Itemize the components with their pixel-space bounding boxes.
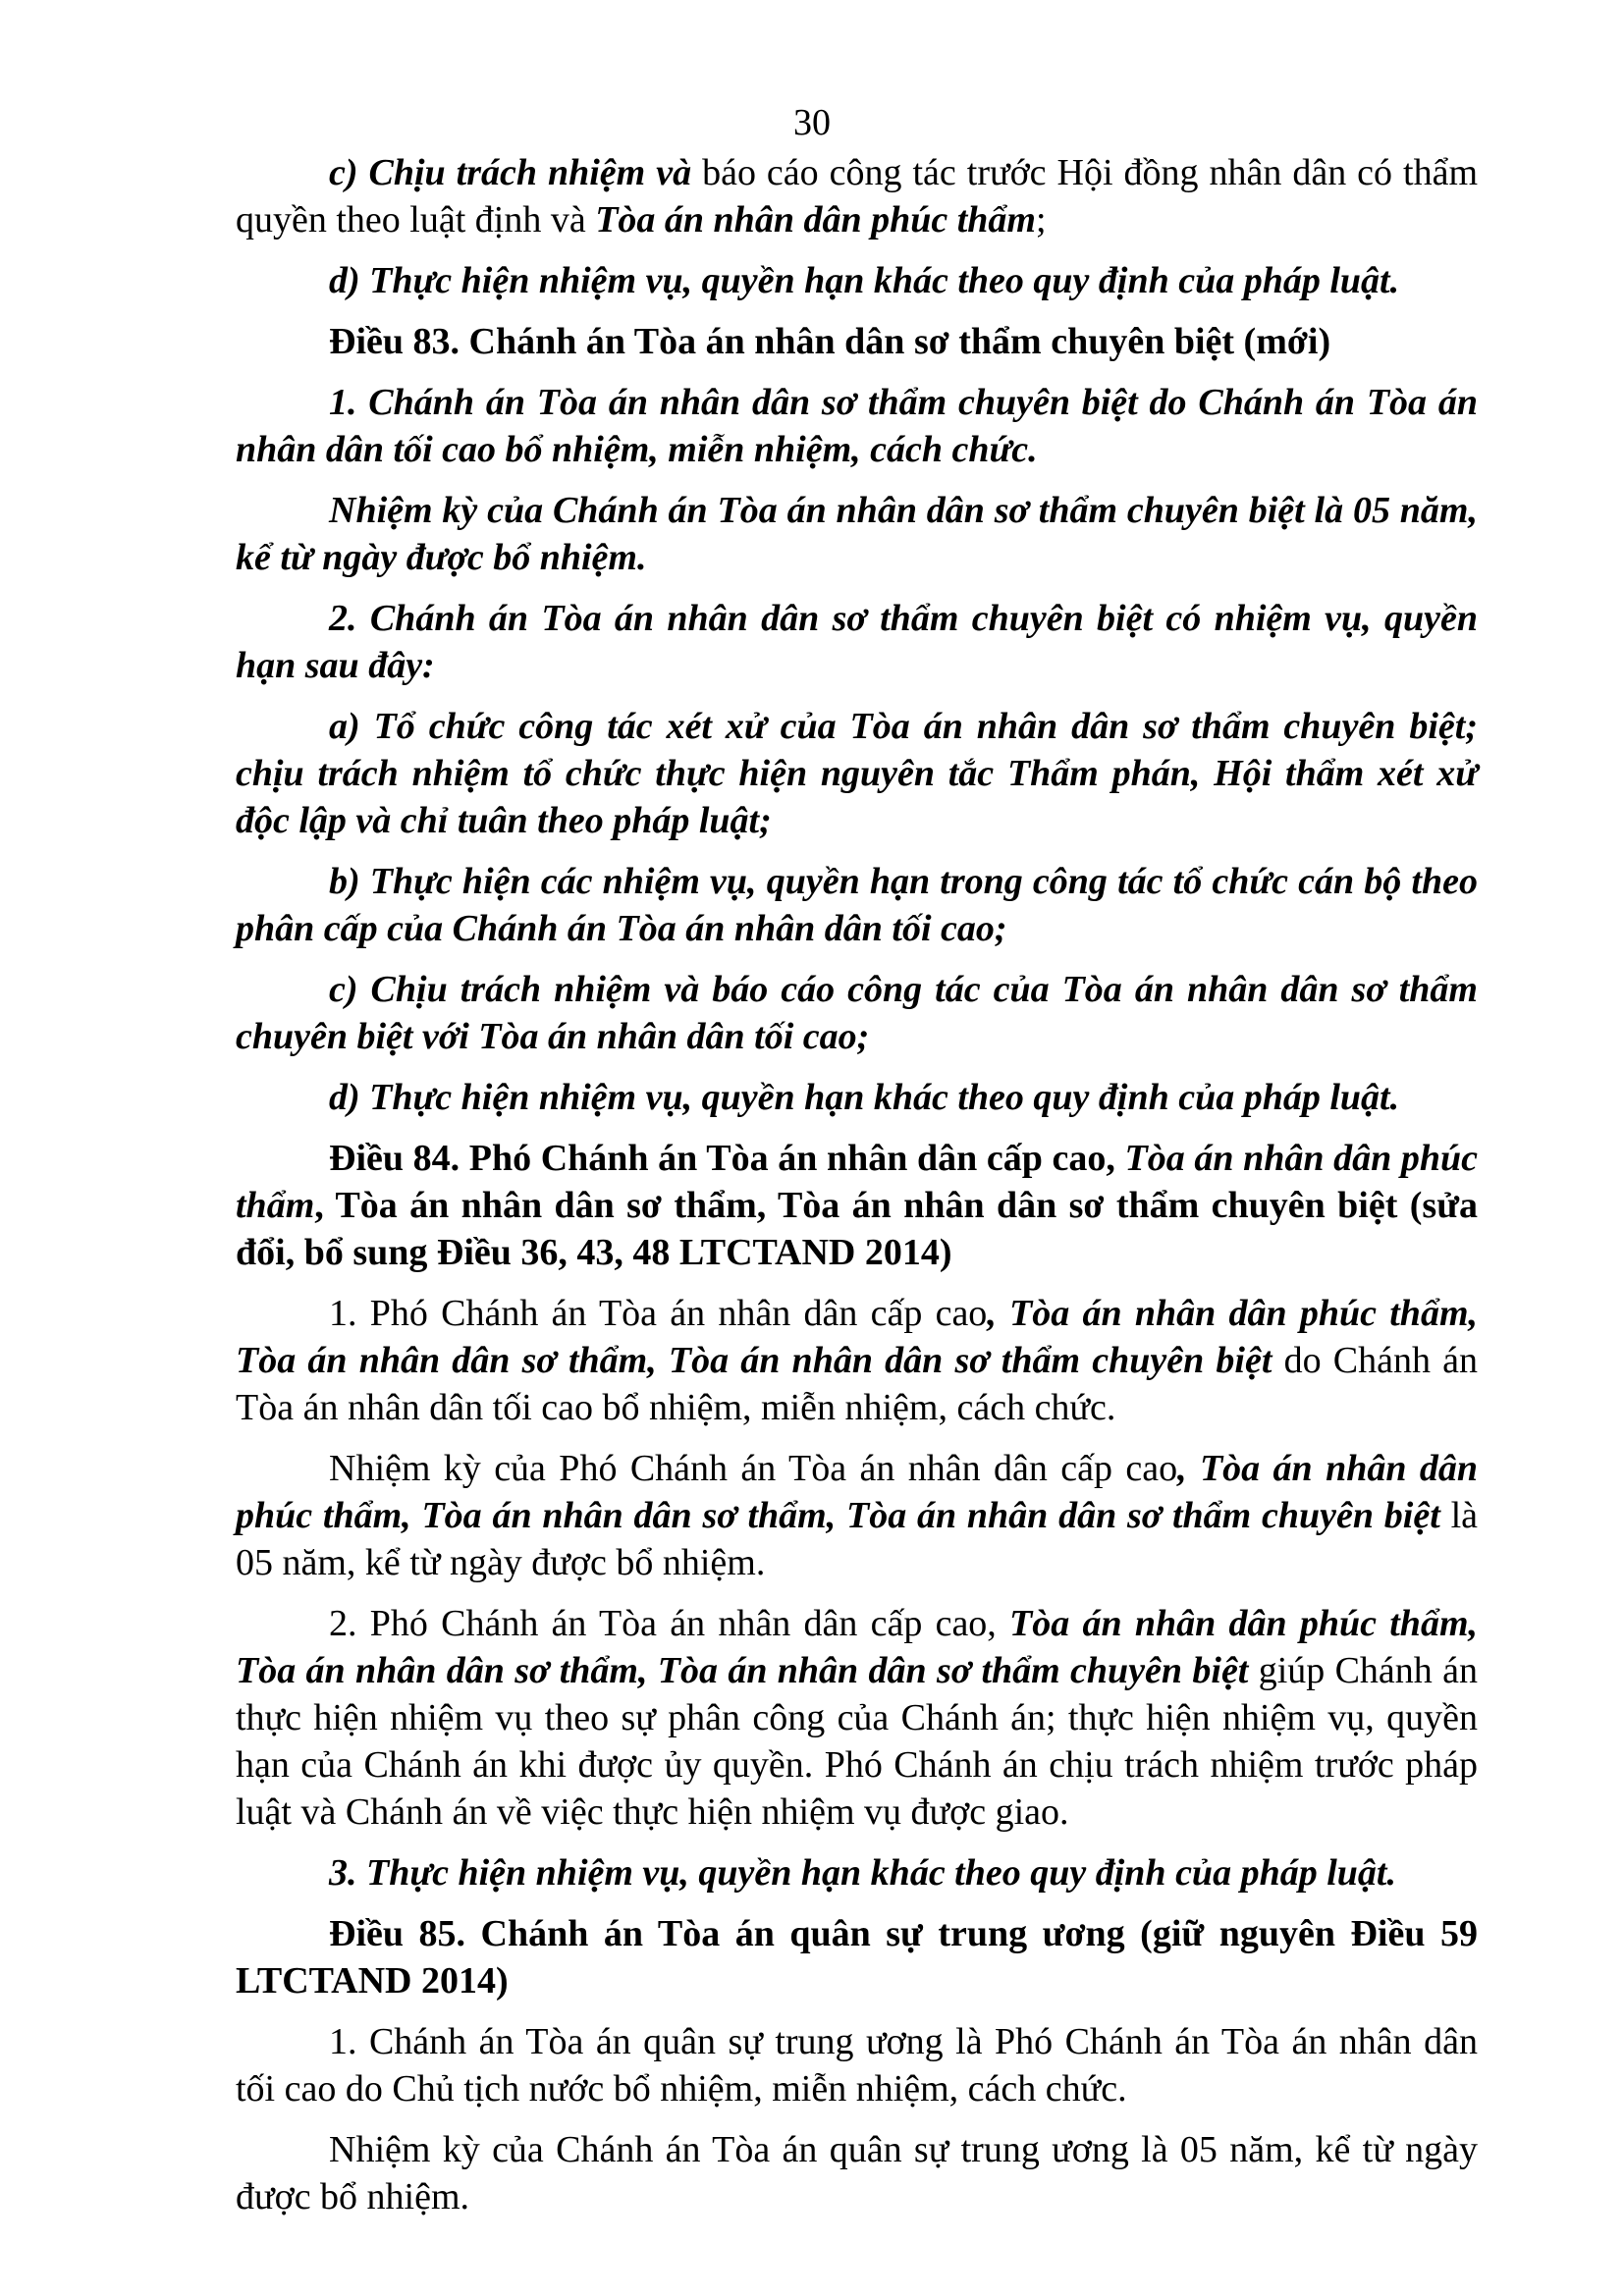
paragraph xyxy=(236,1849,1478,1896)
text-run: c) Chịu trách nhiệm và xyxy=(329,152,692,193)
paragraph xyxy=(236,966,1478,1060)
text-run: Nhiệm kỳ của Chánh án Tòa án nhân dân sơ thẩm chuyên biệt là 05 năm, kể từ ngày được bổ nhiệm. xyxy=(236,490,1478,578)
text-run: , Tòa án nhân dân phúc thẩm, Tòa án nhân dân sơ thẩm, Tòa án nhân dân sơ thẩm chuyên biệt xyxy=(236,1448,1479,1536)
paragraph xyxy=(236,1445,1478,1586)
text-run: , Tòa án nhân dân phúc thẩm, Tòa án nhân dân sơ thẩm, Tòa án nhân dân sơ thẩm chuyên biệt xyxy=(236,1293,1479,1381)
text-run: Nhiệm kỳ của Chánh án Tòa án quân sự trung ương là 05 năm, kể từ ngày được bổ nhiệm. xyxy=(236,2129,1478,2217)
paragraph xyxy=(236,2018,1478,2112)
paragraph xyxy=(236,595,1478,689)
paragraph xyxy=(236,1290,1478,1431)
text-run: Điều 85. Chánh án Tòa án quân sự trung ương (giữ nguyên Điều 59 LTCTAND 2014) xyxy=(236,1913,1478,2002)
text-run: d) Thực hiện nhiệm vụ, quyền hạn khác theo quy định của pháp luật. xyxy=(329,260,1400,301)
paragraph xyxy=(236,149,1478,243)
text-run: Tòa án nhân dân phúc thẩm, Tòa án nhân dân sơ thẩm, Tòa án nhân dân sơ thẩm chuyên biệt xyxy=(236,1603,1478,1691)
text-run: ; xyxy=(1035,199,1047,240)
paragraph xyxy=(236,1135,1478,1276)
paragraph xyxy=(236,1600,1478,1836)
text-run: do Chánh án Tòa án nhân dân tối cao bổ nhiệm, miễn nhiệm, cách chức. xyxy=(236,1340,1478,1428)
text-run: 3. Thực hiện nhiệm vụ, quyền hạn khác theo quy định của pháp luật. xyxy=(329,1852,1396,1894)
paragraph xyxy=(236,487,1478,581)
text-run: , Tòa án nhân dân sơ thẩm, Tòa án nhân dân sơ thẩm chuyên biệt (sửa đổi, bổ sung Điều 36, 43, 48 LTCTAND 2014) xyxy=(236,1185,1478,1273)
paragraph xyxy=(236,257,1478,304)
paragraph xyxy=(236,318,1478,365)
page-number: 30 xyxy=(793,102,831,143)
paragraph xyxy=(236,2126,1478,2220)
text-run: báo cáo công tác trước Hội đồng nhân dân có thẩm quyền theo luật định và xyxy=(236,152,1479,240)
text-run: Tòa án nhân dân phúc thẩm xyxy=(595,199,1036,240)
text-run: d) Thực hiện nhiệm vụ, quyền hạn khác theo quy định của pháp luật. xyxy=(329,1077,1400,1118)
text-run: là 05 năm, kể từ ngày được bổ nhiệm. xyxy=(236,1495,1478,1583)
text-run: Nhiệm kỳ của Phó Chánh án Tòa án nhân dân cấp cao xyxy=(329,1448,1178,1489)
text-run: Tòa án nhân dân phúc thẩm xyxy=(236,1138,1479,1226)
text-run: 2. Phó Chánh án Tòa án nhân dân cấp cao, xyxy=(329,1603,1010,1644)
paragraph xyxy=(236,858,1478,952)
document-body xyxy=(236,149,1478,2234)
paragraph xyxy=(236,1910,1478,2004)
paragraph xyxy=(236,1074,1478,1121)
text-run: giúp Chánh án thực hiện nhiệm vụ theo sự phân công của Chánh án; thực hiện nhiệm vụ, quyền hạn của Chánh án khi được ủy quyền. Phó Chánh án chịu trách nhiệm trước pháp luật và Chánh án về việc thực hiện nhiệm vụ được giao. xyxy=(236,1650,1478,1833)
text-run: c) Chịu trách nhiệm và báo cáo công tác của Tòa án nhân dân sơ thẩm chuyên biệt với Tòa án nhân dân tối cao; xyxy=(236,969,1478,1057)
text-run: 1. Chánh án Tòa án nhân dân sơ thẩm chuyên biệt do Chánh án Tòa án nhân dân tối cao bổ nhiệm, miễn nhiệm, cách chức. xyxy=(236,382,1478,470)
text-run: b) Thực hiện các nhiệm vụ, quyền hạn trong công tác tổ chức cán bộ theo phân cấp của Chánh án Tòa án nhân dân tối cao; xyxy=(236,861,1478,949)
text-run: 1. Chánh án Tòa án quân sự trung ương là Phó Chánh án Tòa án nhân dân tối cao do Chủ tịch nước bổ nhiệm, miễn nhiệm, cách chức. xyxy=(236,2021,1478,2109)
text-run: a) Tổ chức công tác xét xử của Tòa án nhân dân sơ thẩm chuyên biệt; chịu trách nhiệm tổ chức thực hiện nguyên tắc Thẩm phán, Hội thẩm xét xử độc lập và chỉ tuân theo pháp luật; xyxy=(236,706,1478,841)
text-run: Điều 84. Phó Chánh án Tòa án nhân dân cấp cao, xyxy=(329,1138,1125,1179)
text-run: 1. Phó Chánh án Tòa án nhân dân cấp cao xyxy=(329,1293,988,1334)
paragraph xyxy=(236,379,1478,473)
text-run: 2. Chánh án Tòa án nhân dân sơ thẩm chuyên biệt có nhiệm vụ, quyền hạn sau đây: xyxy=(236,598,1478,686)
paragraph xyxy=(236,703,1478,844)
text-run: Điều 83. Chánh án Tòa án nhân dân sơ thẩm chuyên biệt (mới) xyxy=(329,321,1331,362)
